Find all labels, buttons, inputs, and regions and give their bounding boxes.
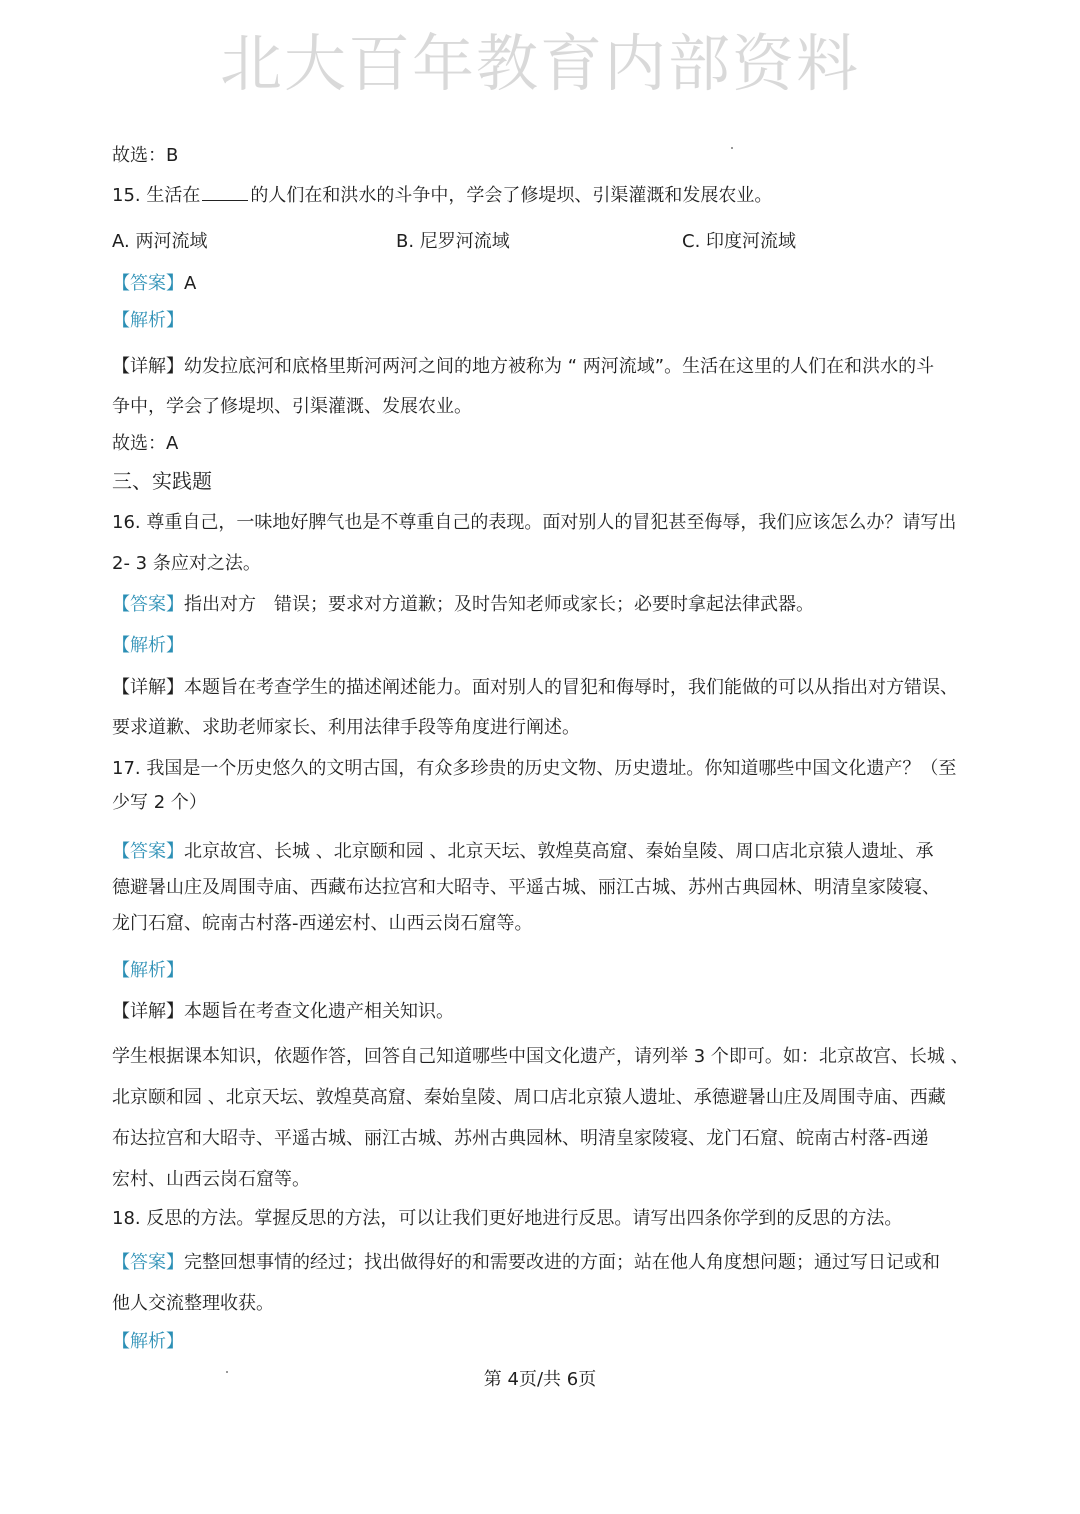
q15-option-b: B. 尼罗河流域 — [396, 231, 510, 252]
answer-tag: 【答案】 — [112, 594, 184, 615]
answer-tag: 【答案】 — [112, 273, 184, 294]
q16-stem-line1: 16. 尊重自己，一味地好脾气也是不尊重自己的表现。面对别人的冒犯甚至侮辱，我们应该怎么办？请写出 — [112, 512, 957, 533]
q15-answer-text: A — [184, 273, 197, 294]
q16-analysis-tag: 【解析】 — [112, 635, 184, 656]
q16-answer — [112, 593, 814, 617]
q15-detail-line1: 【详解】幼发拉底河和底格里斯河两河之间的地方被称为 “ 两河流域”。生活在这里的人们在和洪水的斗 — [112, 356, 935, 377]
page-footer: 第 4页/共 6页 — [483, 1369, 597, 1390]
q17-answer-line3: 龙门石窟、皖南古村落-西递宏村、山西云岗石窟等。 — [112, 913, 533, 934]
q15-stem-before: 15. 生活在 — [112, 185, 201, 206]
q15-analysis-tag: 【解析】 — [112, 310, 184, 331]
q15-blank — [202, 184, 248, 201]
q18-answer-line1 — [112, 1251, 940, 1275]
answer-tag: 【答案】 — [112, 1252, 184, 1273]
q17-body-line3: 布达拉宫和大昭寺、平遥古城、丽江古城、苏州古典园林、明清皇家陵寝、龙门石窟、皖南古村落-西递 — [112, 1128, 929, 1149]
q17-analysis-tag: 【解析】 — [112, 960, 184, 981]
q15-option-a: A. 两河流域 — [112, 231, 208, 252]
q16-answer-text: 指出对方 错误；要求对方道歉；及时告知老师或家长；必要时拿起法律武器。 — [184, 594, 814, 615]
q16-stem-line2: 2- 3 条应对之法。 — [112, 553, 261, 574]
watermark: 北大百年教育内部资料 — [219, 27, 860, 100]
q17-answer-line1 — [112, 840, 933, 864]
q17-answer-line2: 德避暑山庄及周围寺庙、西藏布达拉宫和大昭寺、平遥古城、丽江古城、苏州古典园林、明清皇家陵寝、 — [112, 877, 940, 898]
q14-choose: 故选：B — [112, 145, 179, 166]
q15-detail-line2: 争中，学会了修堤坝、引渠灌溉、发展农业。 — [112, 396, 472, 417]
q18-answer-line2: 他人交流整理收获。 — [112, 1293, 274, 1314]
answer-tag: 【答案】 — [112, 841, 184, 862]
q15-stem-after: 的人们在和洪水的斗争中，学会了修堤坝、引渠灌溉和发展农业。 — [250, 185, 773, 206]
q17-body-line4: 宏村、山西云岗石窟等。 — [112, 1169, 310, 1190]
q15-stem — [112, 184, 772, 208]
q16-detail-line2: 要求道歉、求助老师家长、利用法律手段等角度进行阐述。 — [112, 717, 580, 738]
q17-answer-text: 北京故宫、长城 、北京颐和园 、北京天坛、敦煌莫高窟、秦始皇陵、周口店北京猿人遗址、承 — [184, 841, 934, 862]
q18-stem: 18. 反思的方法。掌握反思的方法，可以让我们更好地进行反思。请写出四条你学到的反思的方法。 — [112, 1208, 903, 1229]
q17-detail-line1: 【详解】本题旨在考查文化遗产相关知识。 — [112, 1001, 454, 1022]
q17-body-line1: 学生根据课本知识，依题作答，回答自己知道哪些中国文化遗产，请列举 3 个即可。如：北京故宫、长城 、 — [112, 1046, 969, 1067]
q15-option-c: C. 印度河流域 — [682, 231, 797, 252]
q17-stem-line2: 少写 2 个） — [112, 792, 207, 813]
section-title: 三、实践题 — [112, 469, 212, 493]
q16-detail-line1: 【详解】本题旨在考查学生的描述阐述能力。面对别人的冒犯和侮辱时，我们能做的可以从指出对方错误、 — [112, 677, 958, 698]
q18-analysis-tag: 【解析】 — [112, 1331, 184, 1352]
q18-answer-text: 完整回想事情的经过；找出做得好的和需要改进的方面；站在他人角度想问题；通过写日记或和 — [184, 1252, 940, 1273]
speck — [731, 147, 733, 149]
q15-answer — [112, 272, 196, 296]
q17-body-line2: 北京颐和园 、北京天坛、敦煌莫高窟、秦始皇陵、周口店北京猿人遗址、承德避暑山庄及周围寺庙、西藏 — [112, 1087, 946, 1108]
q17-stem-line1: 17. 我国是一个历史悠久的文明古国，有众多珍贵的历史文物、历史遗址。你知道哪些中国文化遗产？（至 — [112, 758, 957, 779]
q15-choose: 故选：A — [112, 433, 179, 454]
